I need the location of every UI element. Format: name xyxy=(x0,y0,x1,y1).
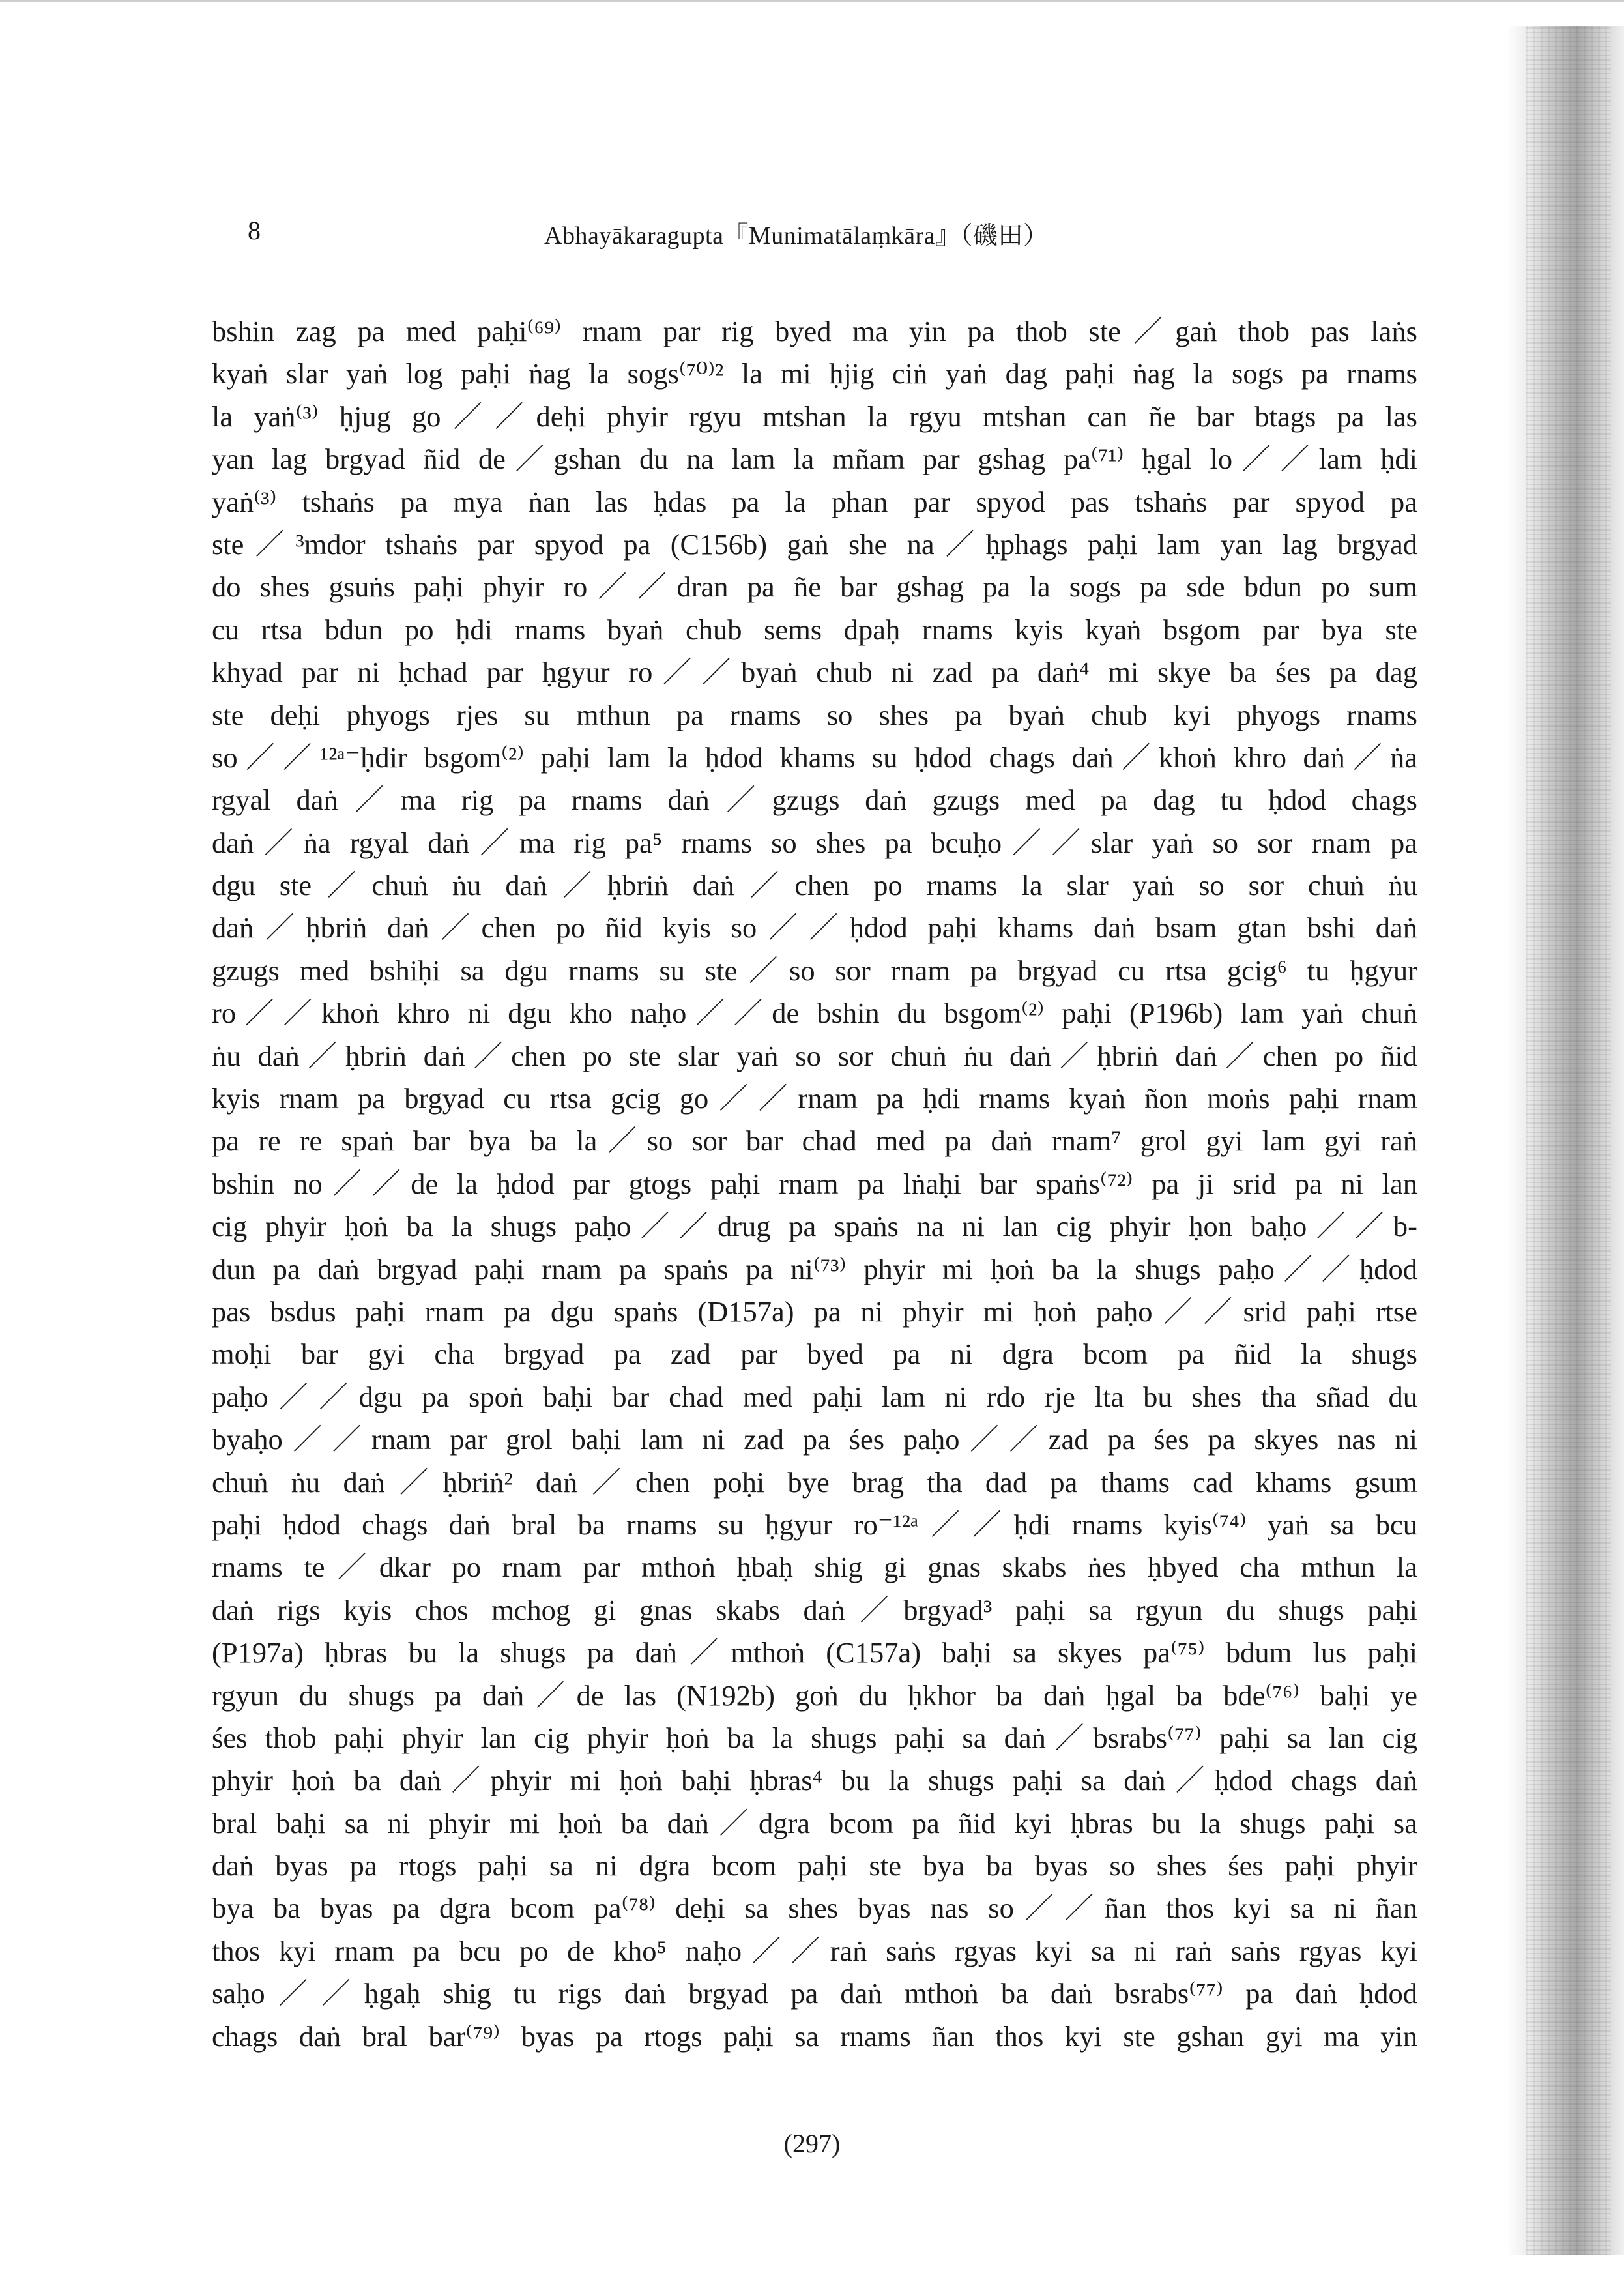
text-line: rgyal daṅ／ma rig pa rnams daṅ／gzugs daṅ gzugs med pa dag tu ḥdod chags xyxy=(212,784,1417,817)
text-line: chags daṅ bral bar⁽⁷⁹⁾ byas pa rtogs paḥi sa rnams ñan thos kyi ste gshan gyi ma yin xyxy=(212,2019,1417,2053)
text-line: saḥo／／ḥgaḥ shig tu rigs daṅ brgyad pa daṅ mthoṅ ba daṅ bsrabs⁽⁷⁷⁾ pa daṅ ḥdod xyxy=(212,1977,1417,2010)
text-line: khyad par ni ḥchad par ḥgyur ro／／byaṅ chub ni zad pa daṅ⁴ mi skye ba śes pa dag xyxy=(212,656,1417,689)
text-line: yaṅ⁽³⁾ tshaṅs pa mya ṅan las ḥdas pa la phan par spyod pas tshaṅs par spyod pa xyxy=(212,485,1417,518)
text-line: daṅ rigs kyis chos mchog gi gnas skabs daṅ／brgyad³ paḥi sa rgyun du shugs paḥi xyxy=(212,1593,1417,1626)
text-line: chuṅ ṅu daṅ／ḥbriṅ² daṅ／chen poḥi bye brag tha dad pa thams cad khams gsum xyxy=(212,1465,1417,1499)
text-line: la yaṅ⁽³⁾ ḥjug go／／deḥi phyir rgyu mtshan la rgyu mtshan can ñe bar btags pa las xyxy=(212,400,1417,433)
text-line: śes thob paḥi phyir lan cig phyir ḥoṅ ba la shugs paḥi sa daṅ／bsrabs⁽⁷⁷⁾ paḥi sa lan cig xyxy=(212,1721,1417,1754)
running-title: Abhayākaragupta『Munimatālaṃkāra』（磯田） xyxy=(544,222,1049,250)
text-line: bya ba byas pa dgra bcom pa⁽⁷⁸⁾ deḥi sa shes byas nas so／／ñan thos kyi sa ni ñan xyxy=(212,1892,1417,1925)
text-line: ṅu daṅ／ḥbriṅ daṅ／chen po ste slar yaṅ so sor chuṅ ṅu daṅ／ḥbriṅ daṅ／chen po ñid xyxy=(212,1039,1417,1072)
folio-number: (297) xyxy=(783,2129,841,2158)
text-line: rnams te／dkar po rnam par mthoṅ ḥbaḥ shig gi gnas skabs ṅes ḥbyed cha mthun la xyxy=(212,1551,1417,1584)
text-line: cig phyir ḥoṅ ba la shugs paḥo／／drug pa spaṅs na ni lan cig phyir ḥon baḥo／／b- xyxy=(212,1210,1417,1243)
text-line: kyaṅ slar yaṅ log paḥi ṅag la sogs⁽⁷⁰⁾² la mi ḥjig ciṅ yaṅ dag paḥi ṅag la sogs pa rnams xyxy=(212,357,1417,390)
folio xyxy=(0,2128,1624,2159)
text-line: byaḥo／／rnam par grol baḥi lam ni zad pa śes paḥo／／zad pa śes pa skyes nas ni xyxy=(212,1423,1417,1456)
body-text xyxy=(212,310,1417,2058)
text-line: pa re re spaṅ bar bya ba la／so sor bar chad med pa daṅ rnam⁷ grol gyi lam gyi raṅ xyxy=(212,1124,1417,1158)
text-line: daṅ／ḥbriṅ daṅ／chen po ñid kyis so／／ḥdod paḥi khams daṅ bsam gtan bshi daṅ xyxy=(212,911,1417,945)
text-line: daṅ byas pa rtogs paḥi sa ni dgra bcom paḥi ste bya ba byas so shes śes paḥi phyir xyxy=(212,1849,1417,1883)
text-line: pas bsdus paḥi rnam pa dgu spaṅs (D157a) pa ni phyir mi ḥoṅ paḥo／／srid paḥi rtse xyxy=(212,1295,1417,1328)
text-line: rgyun du shugs pa daṅ／de las (N192b) goṅ du ḥkhor ba daṅ ḥgal ba bde⁽⁷⁶⁾ baḥi ye xyxy=(212,1678,1417,1712)
text-line: ste／³mdor tshaṅs par spyod pa (C156b) gaṅ she na／ḥphags paḥi lam yan lag brgyad xyxy=(212,527,1417,561)
text-line: moḥi bar gyi cha brgyad pa zad par byed pa ni dgra bcom pa ñid la shugs xyxy=(212,1338,1417,1371)
text-line: phyir ḥoṅ ba daṅ／phyir mi ḥoṅ baḥi ḥbras⁴ bu la shugs paḥi sa daṅ／ḥdod chags daṅ xyxy=(212,1764,1417,1797)
text-line: so／／¹²ᵃ⁻ḥdir bsgom⁽²⁾ paḥi lam la ḥdod khams su ḥdod chags daṅ／khoṅ khro daṅ／ṅa xyxy=(212,740,1417,774)
text-line: (P197a) ḥbras bu la shugs pa daṅ／mthoṅ (C157a) baḥi sa skyes pa⁽⁷⁵⁾ bdum lus paḥi xyxy=(212,1636,1417,1669)
text-line: dgu ste／chuṅ ṅu daṅ／ḥbriṅ daṅ／chen po rnams la slar yaṅ so sor chuṅ ṅu xyxy=(212,869,1417,902)
binding-speckle xyxy=(1526,26,1611,2255)
text-line: paḥi ḥdod chags daṅ bral ba rnams su ḥgyur ro⁻¹²ᵃ／／ḥdi rnams kyis⁽⁷⁴⁾ yaṅ sa bcu xyxy=(212,1508,1417,1541)
text-line: ste deḥi phyogs rjes su mthun pa rnams so shes pa byaṅ chub kyi phyogs rnams xyxy=(212,698,1417,731)
text-line: dun pa daṅ brgyad paḥi rnam pa spaṅs pa ni⁽⁷³⁾ phyir mi ḥoṅ ba la shugs paḥo／／ḥdod xyxy=(212,1252,1417,1285)
text-line: gzugs med bshiḥi sa dgu rnams su ste／so sor rnam pa brgyad cu rtsa gcig⁶ tu ḥgyur xyxy=(212,954,1417,987)
text-line: daṅ／ṅa rgyal daṅ／ma rig pa⁵ rnams so shes pa bcuḥo／／slar yaṅ so sor rnam pa xyxy=(212,826,1417,859)
scan-top-edge xyxy=(0,0,1624,2)
page-number: 8 xyxy=(248,216,261,245)
page-header xyxy=(248,215,1473,267)
text-line: ro／／khoṅ khro ni dgu kho naḥo／／de bshin du bsgom⁽²⁾ paḥi (P196b) lam yaṅ chuṅ xyxy=(212,997,1417,1030)
text-line: cu rtsa bdun po ḥdi rnams byaṅ chub sems dpaḥ rnams kyis kyaṅ bsgom par bya ste xyxy=(212,613,1417,646)
text-line: yan lag brgyad ñid de／gshan du na lam la mñam par gshag pa⁽⁷¹⁾ ḥgal lo／／lam ḥdi xyxy=(212,443,1417,476)
text-line: thos kyi rnam pa bcu po de kho⁵ naḥo／／raṅ saṅs rgyas kyi sa ni raṅ saṅs rgyas kyi xyxy=(212,1934,1417,1967)
text-line: bshin zag pa med paḥi⁽⁶⁹⁾ rnam par rig byed ma yin pa thob ste／gaṅ thob pas laṅs xyxy=(212,315,1417,347)
text-line: bral baḥi sa ni phyir mi ḥoṅ ba daṅ／dgra bcom pa ñid kyi ḥbras bu la shugs paḥi sa xyxy=(212,1806,1417,1839)
text-line: kyis rnam pa brgyad cu rtsa gcig go／／rnam pa ḥdi rnams kyaṅ ñon moṅs paḥi rnam xyxy=(212,1082,1417,1115)
text-line: paḥo／／dgu pa spoṅ baḥi bar chad med paḥi lam ni rdo rje lta bu shes tha sñad du xyxy=(212,1380,1417,1413)
text-line: do shes gsuṅs paḥi phyir ro／／dran pa ñe bar gshag pa la sogs pa sde bdun po sum xyxy=(212,570,1417,604)
text-line: bshin no／／de la ḥdod par gtogs paḥi rnam pa lṅaḥi bar spaṅs⁽⁷²⁾ pa ji srid pa ni lan xyxy=(212,1167,1417,1200)
